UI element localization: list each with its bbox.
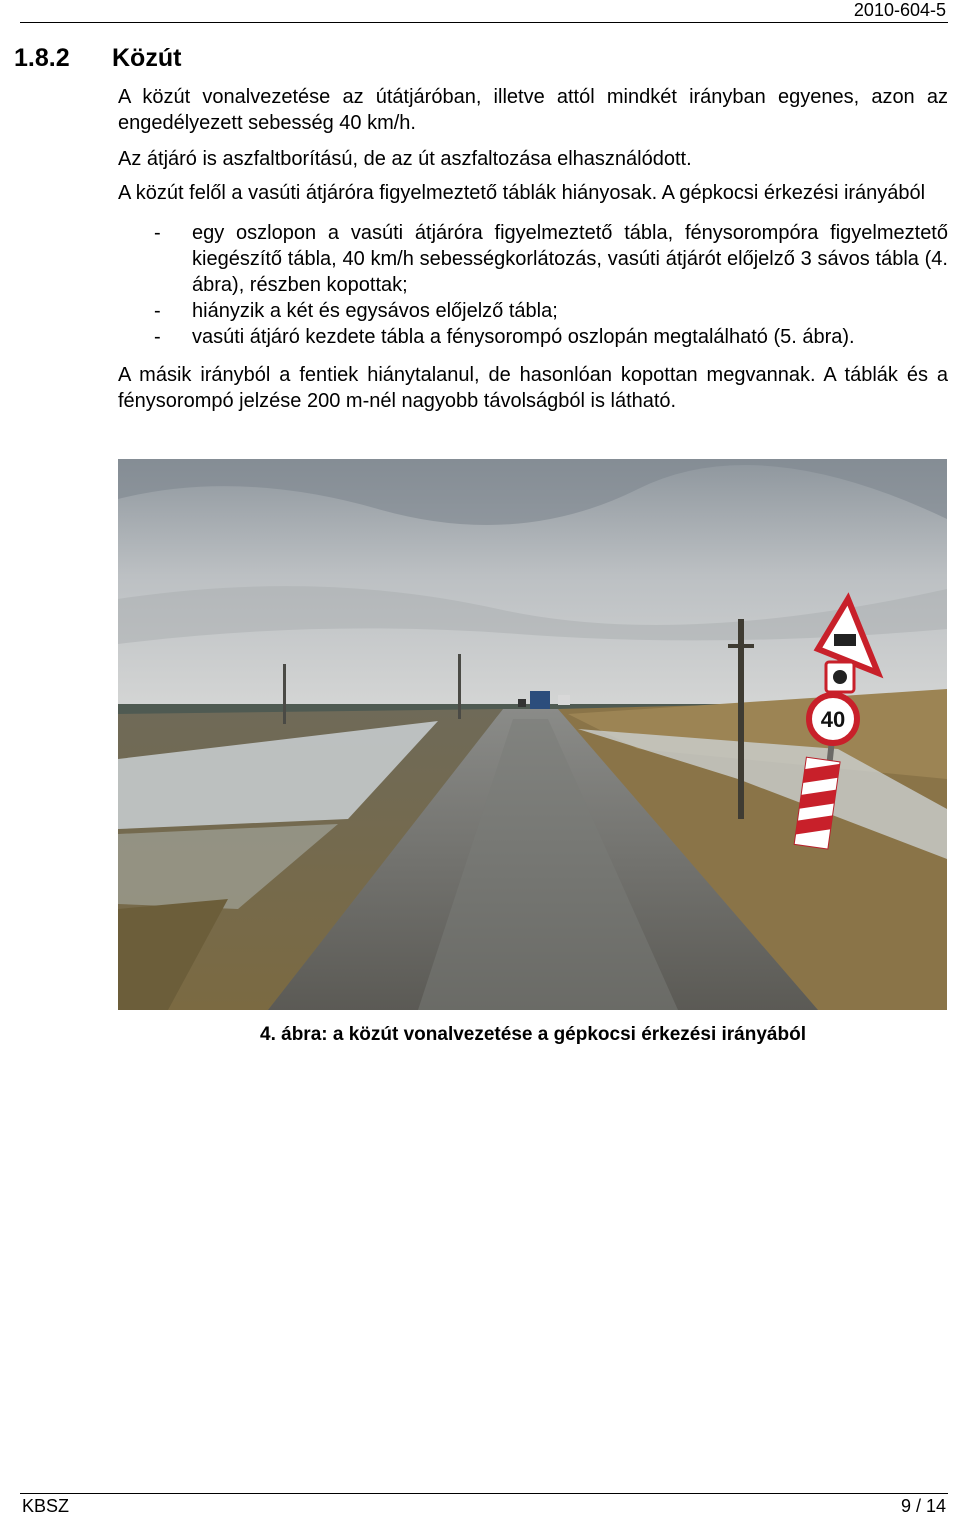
section-heading [14, 44, 181, 73]
document-id: 2010-604-5 [853, 0, 946, 20]
body-text [118, 84, 948, 424]
sign-list [118, 220, 948, 350]
list-dash: - [154, 222, 161, 244]
list-item [118, 298, 948, 324]
paragraph-signs: A közút felől a vasúti átjáróra figyelmeztető táblák hiányosak. A gépkocsi érkezési irányából [118, 182, 926, 204]
paragraph-asphalt: Az átjáró is aszfaltborítású, de az út aszfaltozása elhasználódott. [118, 148, 692, 170]
list-dash: - [154, 300, 161, 322]
header-rule [20, 22, 948, 23]
speed-limit-value: 40 [820, 707, 846, 732]
page-number: 9 / 14 [900, 1496, 946, 1516]
footer-org: KBSZ [22, 1496, 70, 1516]
road-photo [118, 459, 947, 1010]
figure-caption: 4. ábra: a közút vonalvezetése a gépkocsi érkezési irányából [260, 1024, 806, 1045]
list-item [118, 324, 948, 350]
paragraph-other-direction: A másik irányból a fentiek hiánytalanul, de hasonlóan kopottan megvannak. A táblák és a fénysorompó jelzése 200 m-nél nagyobb távolságból is látható. [118, 364, 948, 412]
list-item-text: egy oszlopon a vasúti átjáróra figyelmeztető tábla, fénysorompóra figyelmeztető kiegészítő tábla, 40 km/h sebességkorlátozás, vasúti átjárót előjelző 3 sávos tábla (4. ábra), részben kopottak; [192, 222, 948, 296]
footer-rule [20, 1493, 948, 1494]
list-dash: - [154, 326, 161, 348]
section-title: Közút [112, 44, 182, 72]
section-number: 1.8.2 [14, 44, 70, 72]
list-item [118, 220, 948, 298]
list-item-text: vasúti átjáró kezdete tábla a fénysorompó oszlopán megtalálható (5. ábra). [192, 326, 855, 348]
list-item-text: hiányzik a két és egysávos előjelző tábla; [192, 300, 558, 322]
paragraph-road-alignment: A közút vonalvezetése az útátjáróban, illetve attól mindkét irányban egyenes, azon az engedélyezett sebesség 40 km/h. [118, 86, 948, 134]
